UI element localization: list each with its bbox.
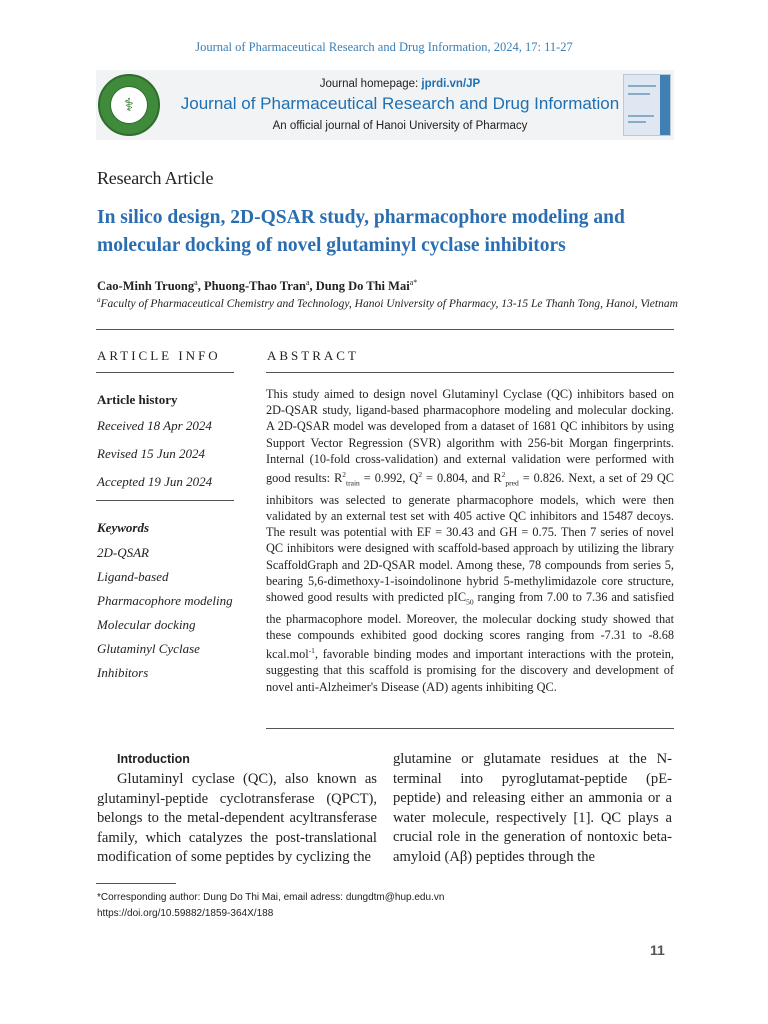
divider: [96, 329, 674, 330]
author-affil-mark: a: [305, 278, 310, 287]
history-heading: Article history: [97, 392, 178, 407]
history-received: Received 18 Apr 2024: [97, 418, 212, 433]
abstract-text: , favorable binding modes and important interactions with the protein, suggesting that this scaffold is promising for the discovery and development of novel anti-Alzheimer's Disease (AD) agents inhibiting QC.: [266, 647, 674, 694]
keyword: Molecular docking: [97, 617, 196, 632]
homepage-label: Journal homepage:: [319, 78, 422, 90]
running-head: Journal of Pharmaceutical Research and Drug Information, 2024, 17: 11-27: [195, 40, 573, 54]
page-number: 11: [650, 942, 665, 958]
author-separator: ,: [309, 279, 316, 294]
author-list: [97, 278, 417, 294]
author-affil-mark: a: [194, 278, 198, 287]
author-separator: ,: [197, 279, 204, 294]
keyword: Inhibitors: [97, 665, 149, 680]
corresponding-author-note: *Corresponding author: Dung Do Thi Mai, email adress: dungdtm@hup.edu.vn: [97, 892, 445, 903]
homepage-link[interactable]: jprdi.vn/JP: [421, 78, 481, 90]
article-type: Research Article: [97, 168, 214, 188]
abstract-text: = 0.804, and R: [422, 471, 502, 486]
introduction-col1: Glutaminyl cyclase (QC), also known as glutaminyl-peptide cyclotransferase (QPCT), belongs to the metal-dependent acyltransferase family, which catalyzes the post-translational modification of some peptides by cyclizing the: [97, 771, 377, 865]
affiliation: [97, 296, 678, 310]
abstract-text: ranging from 7.00 to 7.36 and satisfied the pharmacophore model. Moreover, the molecular docking study showed that these compounds exhibited good docking scores ranging from -7.31 to -8.68 kcal.mol: [266, 589, 674, 662]
history-revised: Revised 15 Jun 2024: [97, 446, 205, 461]
journal-subtitle: An official journal of Hanoi University of Pharmacy: [272, 120, 528, 132]
history-accepted: Accepted 19 Jun 2024: [97, 474, 213, 489]
abstract-body: [266, 386, 674, 695]
abstract-sup: 2: [342, 470, 347, 480]
journal-title: Journal of Pharmaceutical Research and Drug Information: [180, 94, 620, 113]
affiliation-mark: a: [97, 296, 101, 304]
keyword: 2D-QSAR: [97, 545, 149, 560]
keyword: Ligand-based: [97, 569, 169, 584]
journal-cover-icon: [623, 74, 671, 136]
abstract-heading: ABSTRACT: [267, 348, 359, 363]
abstract-sub: train: [346, 478, 360, 488]
abstract-sub: pred: [505, 478, 519, 488]
article-title: In silico design, 2D-QSAR study, pharmacophore modeling and molecular docking of novel glutaminyl cyclase inhibitors: [97, 207, 625, 256]
abstract-sup: -1: [308, 646, 315, 656]
author-name: Cao-Minh Truong: [97, 279, 195, 294]
affiliation-text: Faculty of Pharmaceutical Chemistry and Technology, Hanoi University of Pharmacy, 13-15 Le Thanh Tong, Hanoi, Vietnam: [100, 297, 678, 310]
author-name: Phuong-Thao Tran: [203, 279, 306, 294]
divider: [266, 372, 674, 373]
keyword: Glutaminyl Cyclase: [97, 641, 200, 656]
article-info-heading: ARTICLE INFO: [97, 348, 221, 363]
footnote-divider: [96, 883, 176, 884]
divider: [96, 500, 234, 501]
abstract-text: = 0.992, Q: [359, 471, 419, 486]
abstract-text: = 0.826. Next, a set of 29 QC inhibitors was selected to generate pharmacophore models, which were then validated by an external test set with 405 active QC inhibitors and 15487 decoys. The result was potential with EF = 30.43 and GH = 0.75. Then 7 series of novel QC inhibitors were designed with scaffold-based approach by utilizing the library ScaffoldGraph and 2D-QSAR model. Among these, 78 compounds from series 5, bearing 5,6-dimethoxy-1-isoindolinone hybrid 5-methylimidazole core structure, showed good results with predicted pIC: [266, 471, 674, 604]
introduction-col2: glutamine or glutamate residues at the N-terminal into pyroglutamat-peptide (pE-peptide) and releasing either an ammonia or a water molecule, respectively [1]. QC plays a crucial role in the generation of nontoxic beta-amyloid (Aβ) peptides through the: [393, 751, 672, 865]
abstract-sub: 50: [466, 597, 474, 607]
abstract-sup: 2: [501, 470, 506, 480]
abstract-sup: 2: [418, 470, 423, 480]
journal-homepage: [160, 78, 640, 90]
author-name: Dung Do Thi Mai: [315, 279, 410, 294]
doi-link[interactable]: https://doi.org/10.59882/1859-364X/188: [97, 908, 274, 919]
abstract-text: This study aimed to design novel Glutaminyl Cyclase (QC) inhibitors based on 2D-QSAR study, ligand-based pharmacophore modeling and molecular docking. A 2D-QSAR model was developed from a dataset of 1681 QC inhibitors by using Support Vector Regression (SVR) algorithm with 256-bit Morgan fingerprints. Internal (10-fold cross-validation) and external validation were performed with good results: R: [266, 387, 674, 486]
keywords-heading: Keywords: [97, 520, 149, 535]
author-affil-mark: a*: [409, 278, 418, 287]
keyword: Pharmacophore modeling: [97, 593, 233, 608]
divider: [266, 728, 674, 729]
divider: [96, 372, 234, 373]
introduction-heading: Introduction: [117, 752, 190, 766]
university-seal-icon: ⚕: [98, 74, 160, 136]
